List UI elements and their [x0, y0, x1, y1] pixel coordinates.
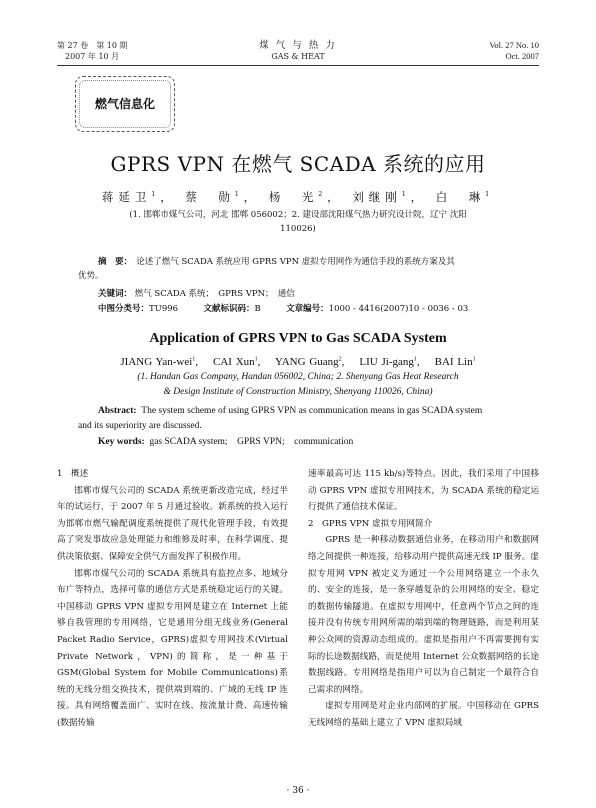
- body-right-column: [308, 466, 539, 732]
- journal-name-en: GAS & HEAT: [271, 52, 325, 61]
- header-rule: [57, 65, 539, 66]
- keywords-cn-label: 关键词：: [98, 289, 133, 299]
- abstract-cn-text: 论述了燃气 SCADA 系统应用 GPRS VPN 虚拟专用网作为通信手段的系统方案及其: [136, 257, 455, 267]
- abstract-cn: [78, 255, 518, 283]
- affiliation-cn: [0, 208, 596, 236]
- column-label-box: [75, 76, 175, 132]
- affiliation-cn-line2: 110026): [280, 224, 316, 234]
- abstract-cn-label: 摘 要：: [98, 257, 128, 267]
- author-en: CAI Xun$^1$,: [213, 355, 261, 368]
- journal-name-cn: 煤 气 与 热 力: [259, 40, 337, 51]
- classification-line: [98, 302, 468, 316]
- body-left-column: [57, 466, 288, 732]
- page-number: · 36 ·: [286, 786, 310, 796]
- article-title: GPRS VPN 在燃气 SCADA 系统的应用: [110, 152, 486, 176]
- article-title-en: Application of GPRS VPN to Gas SCADA System: [149, 331, 447, 346]
- author-en: YANG Guang$^2$,: [275, 355, 345, 368]
- keywords-en-text: gas SCADA system; GPRS VPN; communication: [149, 437, 354, 447]
- journal-volume-en: [489, 40, 539, 62]
- header-volume-en: Vol. 27 No. 10: [489, 40, 539, 50]
- header-date-en: Oct. 2007: [505, 51, 539, 61]
- header-date: 2007 年 10 月: [65, 52, 120, 61]
- author-cn: 刘继刚$^1$，: [352, 190, 428, 204]
- abstract-en-label: Abstract:: [98, 406, 137, 416]
- paragraph-continued: 速率最高可达 115 kb/s)等特点。因此，我们采用了中国移动 GPRS VPN 虚拟专用网技术，为 SCADA 系统的稳定运行提供了通信技术保证。: [308, 469, 539, 513]
- authors-en: [0, 352, 596, 370]
- authors-cn: [0, 189, 596, 205]
- abstract-cn-text-line2: 优势。: [78, 271, 104, 281]
- author-en: BAI Lin$^1$: [434, 355, 476, 368]
- header-volume: 第 27 卷 第 10 期: [57, 41, 128, 50]
- doc-code-label: 文献标识码：: [203, 304, 255, 314]
- affiliation-en-line1: (1. Handan Gas Company, Handan 056002, China; 2. Shenyang Gas Heat Research: [137, 372, 459, 382]
- affiliation-cn-line1: (1. 邯郸市煤气公司，河北 邯郸 056002；2. 建设部沈阳煤气热力研究设计院，辽宁 沈阳: [129, 210, 467, 220]
- author-cn: 白 琳$^1$: [435, 190, 495, 204]
- article-number: 1000 - 4416(2007)10 - 0036 - 03: [328, 304, 469, 314]
- abstract-en: [78, 404, 523, 434]
- keywords-cn-text: 燃气 SCADA 系统； GPRS VPN； 通信: [134, 289, 295, 299]
- paragraph: GPRS 是一种移动数据通信业务，在移动用户和数据网络之间提供一种连接，给移动用户提供高速无线 IP 服务。虚拟专用网 VPN 被定义为通过一个公用网络建立一个永久的、安全的连接，是一条穿越复杂的公用网络的安全、稳定的数据传输隧道。在虚拟专用网中，任意两个节点之间的连接并没有传统专用网所需的端到端的物理链路，而是利用某种公众网的资源动态组成的。虚拟是指用户不再需要拥有实际的长途数据线路，而是使用 Internet 公众数据网络的长途数据线路。专用网络是指用户可以为自己制定一个最符合自己需求的网络。: [308, 535, 539, 695]
- abstract-en-text-line2: and its superiority are discussed.: [78, 421, 202, 431]
- author-cn: 杨 光$^2$，: [268, 190, 344, 204]
- affiliation-en: [0, 370, 596, 400]
- article-number-label: 文章编号：: [286, 304, 329, 314]
- abstract-en-text: The system scheme of using GPRS VPN as communication means in gas SCADA system: [141, 406, 483, 416]
- column-label: 燃气信息化: [94, 97, 155, 111]
- author-en: JIANG Yan-wei$^1$,: [120, 355, 199, 368]
- paragraph: 虚拟专用网是对企业内部网的扩展。中国移动在 GPRS 无线网络的基础上建立了 VPN 虚拟局域: [308, 701, 539, 728]
- section-heading-2: 2 GPRS VPN 虚拟专用网简介: [308, 518, 433, 529]
- paragraph: 邯郸市煤气公司的 SCADA 系统更新改造完成，经过半年的试运行，于 2007 年 5 月通过验收。新系统的投入运行为邯郸市燃气输配调度系统提供了现代化管理手段，有效提高了突发事故应急处理能力和维修及时率，在科学调度、提供决策依据、保障安全供气方面发挥了积极作用。: [57, 485, 288, 562]
- clc-number: TU996: [149, 304, 179, 314]
- author-cn: 蒋延卫$^1$，: [101, 190, 177, 204]
- keywords-en: [98, 435, 353, 450]
- author-en: LIU Ji-gang$^1$,: [359, 355, 420, 368]
- keywords-en-label: Key words:: [98, 437, 145, 447]
- doc-code: B: [254, 304, 261, 314]
- author-cn: 蔡 勋$^1$，: [185, 190, 261, 204]
- keywords-cn: [98, 287, 295, 301]
- paragraph: 邯郸市煤气公司的 SCADA 系统具有监控点多、地域分布广等特点，选择可靠的通信方式是系统稳定运行的关键。中国移动 GPRS VPN 虚拟专用网是建立在 Internet 上能够自我管理的专用网络，它是通用分组无线业务(General Packet Radio Service，GPRS)虚拟专用网技术(Virtual Private Network，VPN)的简称，是一种基于 GSM(Global System for Mobile Communications)系统的无线分组交换技术，提供端到端的、广域的无线 IP 连接。具有网络覆盖面广、实时在线、按流量计费、高速传输(数据传输: [57, 568, 288, 728]
- clc-label: 中图分类号：: [98, 304, 150, 314]
- section-heading-1: 1 概述: [57, 469, 89, 479]
- affiliation-en-line2: & Design Institute of Construction Ministry, Shenyang 110026, China): [163, 387, 433, 397]
